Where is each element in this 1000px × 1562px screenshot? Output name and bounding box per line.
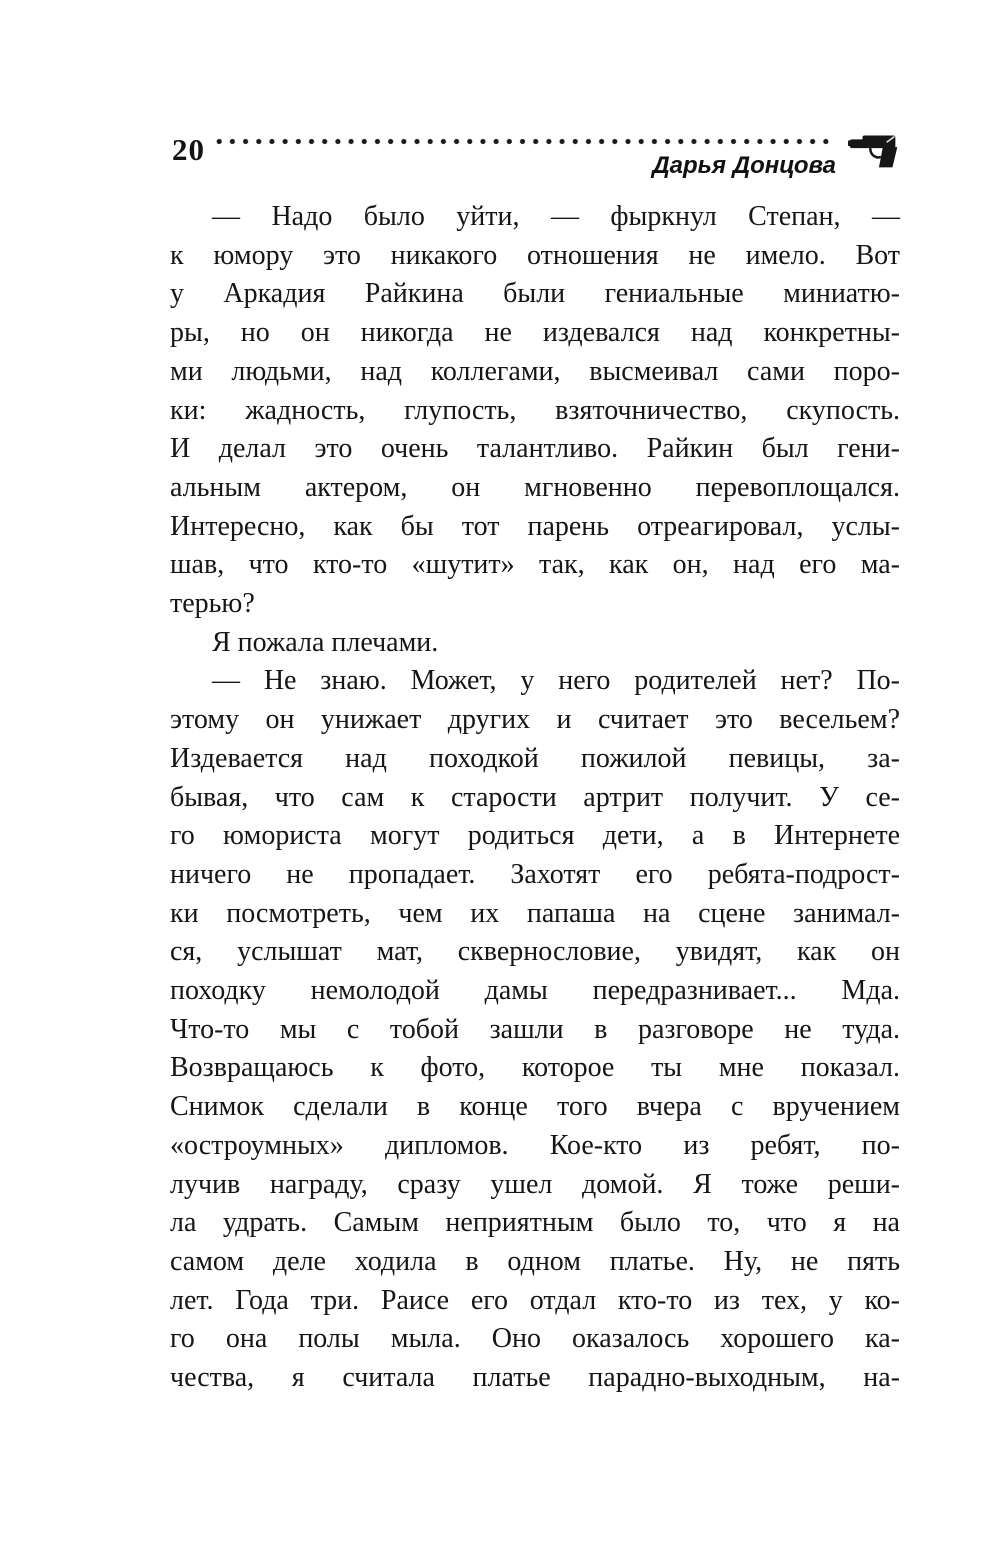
paragraph bbox=[170, 624, 900, 663]
text-line: ки посмотреть, чем их папаша на сцене занимал- bbox=[170, 897, 900, 929]
text-line: чества, я считала платье парадно-выходным, на- bbox=[170, 1362, 900, 1394]
paragraph bbox=[170, 198, 900, 624]
text-line: лучив награду, сразу ушел домой. Я тоже реши- bbox=[170, 1168, 900, 1200]
text-line: Снимок сделали в конце того вчера с вручением bbox=[170, 1091, 900, 1123]
text-line: ры, но он никогда не издевался над конкретны- bbox=[170, 317, 900, 349]
text-line: терью? bbox=[170, 588, 255, 620]
text-line: ничего не пропадает. Захотят его ребята-подрост- bbox=[170, 858, 900, 890]
text-line: Я пожала плечами. bbox=[212, 626, 439, 658]
text-line: этому он унижает других и считает это весельем? bbox=[170, 704, 900, 736]
text-line: го она полы мыла. Оно оказалось хорошего ка- bbox=[170, 1323, 900, 1355]
paragraph bbox=[170, 662, 900, 1397]
text-line: И делал это очень талантливо. Райкин был гени- bbox=[170, 433, 900, 465]
text-line: ся, услышат мат, сквернословие, увидят, как он bbox=[170, 936, 900, 968]
text-line: ки: жадность, глупость, взяточничество, скупость. bbox=[170, 394, 900, 426]
page-body bbox=[170, 198, 900, 1398]
text-line: шав, что кто-то «шутит» так, как он, над его ма- bbox=[170, 549, 900, 581]
text-line: го юмориста могут родиться дети, а в Интернете bbox=[170, 820, 900, 852]
text-line: у Аркадия Райкина были гениальные миниатю- bbox=[170, 278, 900, 310]
text-line: Что-то мы с тобой зашли в разговоре не туда. bbox=[170, 1013, 900, 1045]
text-line: ла удрать. Самым неприятным было то, что я на bbox=[170, 1207, 900, 1239]
text-line: — Не знаю. Может, у него родителей нет? По- bbox=[212, 665, 900, 697]
running-header-author: Дарья Донцова bbox=[652, 152, 836, 179]
page-header bbox=[170, 130, 900, 192]
text-line: «остроумных» дипломов. Кое-кто из ребят, по- bbox=[170, 1129, 900, 1161]
text-line: бывая, что сам к старости артрит получит. У се- bbox=[170, 781, 900, 813]
text-line: походку немолодой дамы передразнивает... Мда. bbox=[170, 975, 900, 1007]
text-line: Интересно, как бы тот парень отреагировал, услы- bbox=[170, 510, 900, 542]
text-line: Возвращаюсь к фото, которое ты мне показал. bbox=[170, 1052, 900, 1084]
text-line: к юмору это никакого отношения не имело. Вот bbox=[170, 239, 900, 271]
page-number: 20 bbox=[172, 132, 205, 167]
text-line: альным актером, он мгновенно перевоплощался. bbox=[170, 471, 900, 503]
text-line: лет. Года три. Раисе его отдал кто-то из тех, у ко- bbox=[170, 1284, 900, 1316]
text-line: Издевается над походкой пожилой певицы, за- bbox=[170, 742, 900, 774]
pistol-icon bbox=[848, 130, 906, 172]
text-line: самом деле ходила в одном платье. Ну, не пять bbox=[170, 1245, 900, 1277]
text-line: ми людьми, над коллегами, высмеивал сами поро- bbox=[170, 355, 900, 387]
dotted-separator bbox=[216, 138, 836, 145]
text-line: — Надо было уйти, — фыркнул Степан, — bbox=[212, 201, 900, 232]
